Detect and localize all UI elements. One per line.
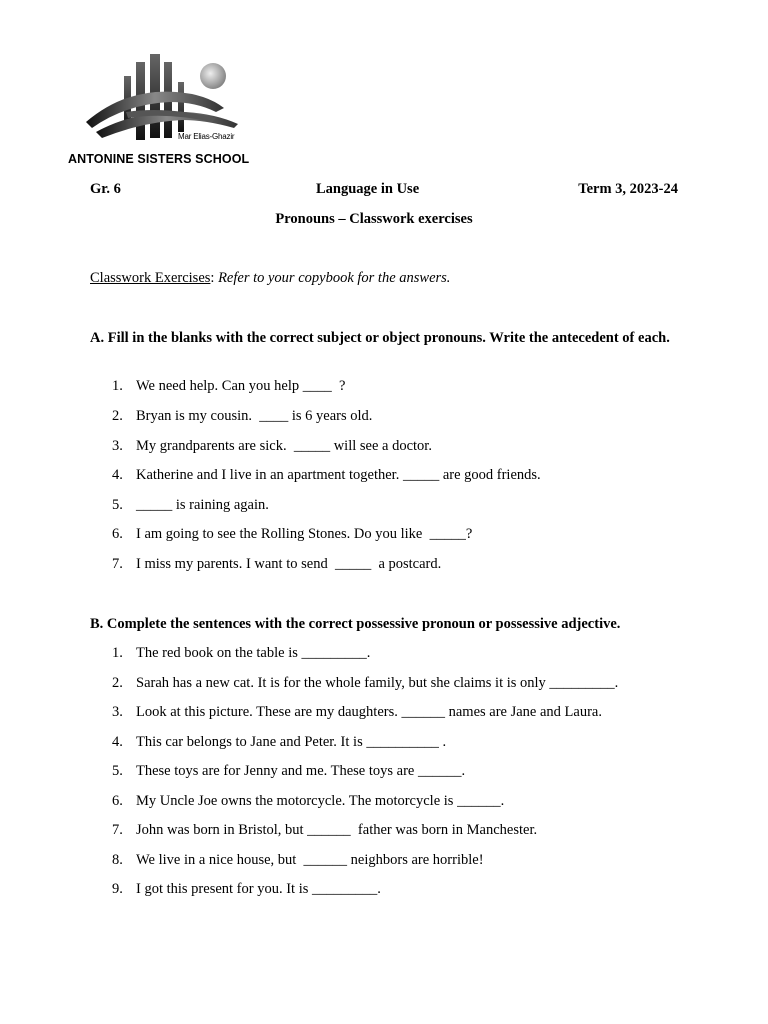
list-item xyxy=(112,704,602,721)
instructions-note: Refer to your copybook for the answers. xyxy=(218,270,451,286)
list-item xyxy=(112,881,381,898)
list-item xyxy=(112,438,432,455)
item-text: I got this present for you. It is _________. xyxy=(136,881,381,897)
list-item xyxy=(112,675,618,692)
item-number: 2. xyxy=(112,675,123,691)
item-text: Look at this picture. These are my daughters. ______ names are Jane and Laura. xyxy=(136,704,602,720)
item-number: 5. xyxy=(112,763,123,779)
item-text: _____ is raining again. xyxy=(136,497,269,513)
list-item xyxy=(112,734,446,751)
item-number: 6. xyxy=(112,526,123,542)
worksheet-header xyxy=(90,181,678,201)
instructions-colon: : xyxy=(210,270,215,286)
item-number: 7. xyxy=(112,556,123,572)
item-number: 3. xyxy=(112,704,123,720)
list-item xyxy=(112,645,370,662)
item-number: 1. xyxy=(112,645,123,661)
item-text: John was born in Bristol, but ______ father was born in Manchester. xyxy=(136,822,538,838)
item-text: Sarah has a new cat. It is for the whole family, but she claims it is only _________. xyxy=(136,675,619,691)
item-text: My Uncle Joe owns the motorcycle. The motorcycle is ______. xyxy=(136,793,505,809)
list-item xyxy=(112,822,537,839)
instructions xyxy=(90,270,450,287)
list-item xyxy=(112,793,504,810)
item-number: 5. xyxy=(112,497,123,513)
section-b-heading: B. Complete the sentences with the correct possessive pronoun or possessive adjective. xyxy=(90,616,621,632)
item-text: This car belongs to Jane and Peter. It is __________ . xyxy=(136,734,447,750)
logo-caption: Mar Elias-Ghazir xyxy=(178,132,235,141)
grade-label: Gr. 6 xyxy=(90,181,121,197)
item-text: We live in a nice house, but ______ neighbors are horrible! xyxy=(136,852,484,868)
item-text: My grandparents are sick. _____ will see a doctor. xyxy=(136,438,432,454)
list-item xyxy=(112,763,465,780)
list-item xyxy=(112,852,484,869)
school-logo xyxy=(66,48,250,172)
worksheet-title: Pronouns – Classwork exercises xyxy=(275,211,473,227)
item-text: The red book on the table is _________. xyxy=(136,645,371,661)
list-item xyxy=(112,497,269,514)
list-item xyxy=(112,378,345,395)
item-text: I miss my parents. I want to send _____ a postcard. xyxy=(136,556,442,572)
section-a-heading: A. Fill in the blanks with the correct subject or object pronouns. Write the antecedent of each. xyxy=(90,330,670,346)
list-item xyxy=(112,556,441,573)
item-text: These toys are for Jenny and me. These toys are ______. xyxy=(136,763,466,779)
school-name: ANTONINE SISTERS SCHOOL xyxy=(68,152,250,166)
item-number: 8. xyxy=(112,852,123,868)
instructions-label: Classwork Exercises xyxy=(90,270,211,286)
item-number: 3. xyxy=(112,438,123,454)
term-label: Term 3, 2023-24 xyxy=(578,181,678,197)
list-item xyxy=(112,526,472,543)
item-number: 7. xyxy=(112,822,123,838)
item-number: 1. xyxy=(112,378,123,394)
item-text: I am going to see the Rolling Stones. Do you like _____? xyxy=(136,526,473,542)
subject-label: Language in Use xyxy=(316,181,420,197)
list-item xyxy=(112,467,541,484)
item-number: 2. xyxy=(112,408,123,424)
item-text: We need help. Can you help ____ ? xyxy=(136,378,346,394)
list-item xyxy=(112,408,372,425)
item-number: 6. xyxy=(112,793,123,809)
item-number: 4. xyxy=(112,734,123,750)
item-number: 4. xyxy=(112,467,123,483)
item-text: Katherine and I live in an apartment together. _____ are good friends. xyxy=(136,467,541,483)
item-text: Bryan is my cousin. ____ is 6 years old. xyxy=(136,408,373,424)
item-number: 9. xyxy=(112,881,123,897)
